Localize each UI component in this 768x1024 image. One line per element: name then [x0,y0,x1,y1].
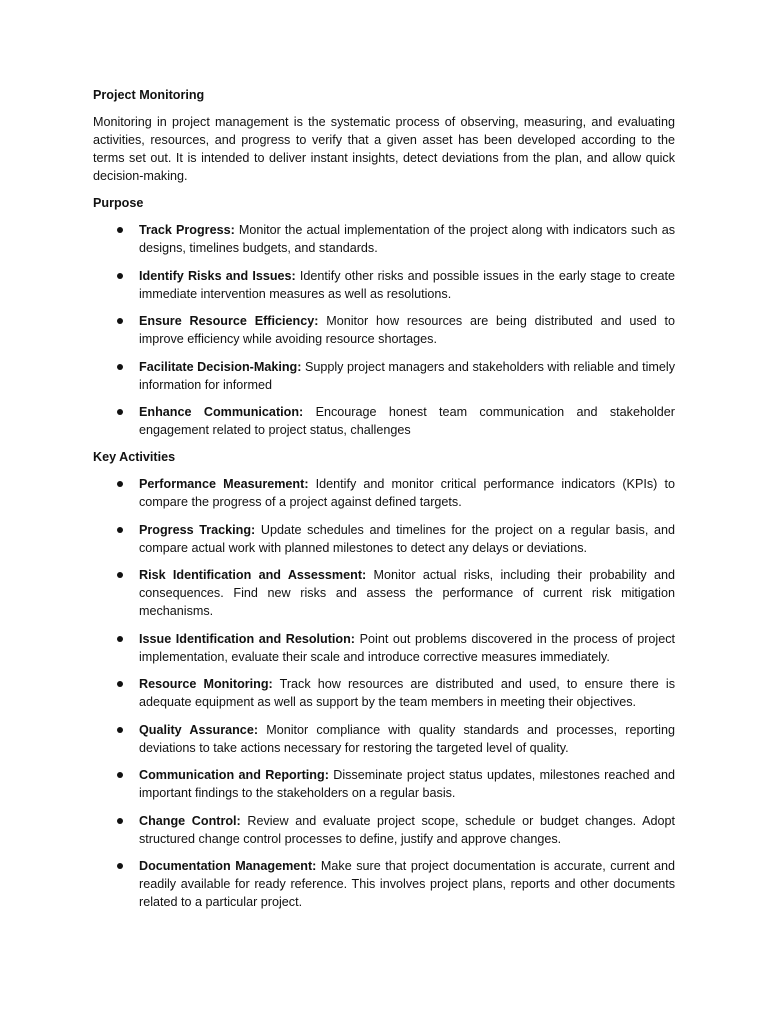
item-term: Identify Risks and Issues: [139,268,296,283]
bullet-icon [117,364,123,370]
list-item [93,358,675,394]
item-term: Issue Identification and Resolution: [139,631,356,646]
bullet-icon [117,772,123,778]
item-text: Identify and monitor critical performance indicators (KPIs) to compare the progress of a project against defined targets. [139,477,675,509]
list-item [93,475,675,511]
bullet-icon [117,863,123,869]
item-term: Change Control: [139,813,241,828]
list-item [93,312,675,348]
list-item [93,403,675,439]
item-term: Enhance Communication: [139,405,304,419]
list-item [93,267,675,303]
list-item [93,721,675,757]
bullet-icon [117,273,123,279]
item-term: Performance Measurement: [139,477,309,491]
item-text: Update schedules and timelines for the project on a regular basis, and compare actual work with planned milestones to detect any delays or deviations. [139,522,676,555]
bullet-icon [117,572,123,578]
item-text: Encourage honest team communication and stakeholder engagement related to project status, challenges [139,405,675,437]
item-term: Risk Identification and Assessment: [139,568,367,582]
bullet-icon [117,318,123,324]
purpose-heading: Purpose [93,196,144,210]
item-term: Progress Tracking: [139,522,256,537]
key-activities-list [93,475,675,911]
item-term: Facilitate Decision-Making: [139,359,302,374]
item-text: Monitor compliance with quality standards and processes, reporting deviations to take actions necessary for restoring the targeted level of quality. [139,722,675,755]
list-item [93,566,675,620]
item-text: Point out problems discovered in the process of project implementation, evaluate their scale and introduce corrective measures immediately. [139,631,676,664]
list-item [93,766,675,802]
item-text: Supply project managers and stakeholders with reliable and timely information for informed [139,359,675,392]
item-text: Monitor actual risks, including their probability and consequences. Find new risks and assess the performance of current risk mitigation mechanisms. [139,568,675,618]
key-activities-heading: Key Activities [93,450,176,464]
item-text: Monitor how resources are being distributed and used to improve efficiency while avoiding resource shortages. [139,314,676,346]
item-text: Monitor the actual implementation of the project along with indicators such as designs, timelines budgets, and standards. [139,223,675,255]
bullet-icon [117,227,123,233]
bullet-icon [117,409,123,415]
item-term: Communication and Reporting: [139,768,329,782]
item-text: Track how resources are distributed and used, to ensure there is adequate equipment as well as support by the team members in meeting their objectives. [139,677,675,709]
document-body [93,86,675,911]
purpose-list [93,221,675,439]
bullet-icon [117,818,123,824]
item-text: Disseminate project status updates, milestones reached and important findings to the stakeholders on a regular basis. [139,768,676,800]
list-item [93,221,675,257]
item-term: Quality Assurance: [139,722,259,737]
bullet-icon [117,527,123,533]
list-item [93,630,675,666]
bullet-icon [117,481,123,487]
item-text: Identify other risks and possible issues in the early stage to create immediate intervention measures as well as resolutions. [139,268,675,301]
bullet-icon [117,681,123,687]
item-text: Make sure that project documentation is accurate, current and readily available for ready reference. This involves project plans, reports and other documents related to a particular project. [139,859,676,909]
item-term: Track Progress: [139,223,235,237]
intro-paragraph: Monitoring in project management is the systematic process of observing, measuring, and evaluating activities, resources, and progress to verify that a given asset has been developed according to the terms set out. It is intended to deliver instant insights, detect deviations from the plan, and allow quick decision-making. [93,115,675,183]
item-text: Review and evaluate project scope, schedule or budget changes. Adopt structured change control processes to define, justify and approve changes. [139,813,675,846]
bullet-icon [117,727,123,733]
page-title: Project Monitoring [93,88,205,102]
list-item [93,521,675,557]
list-item [93,857,675,911]
list-item [93,675,675,711]
list-item [93,812,675,848]
item-term: Ensure Resource Efficiency: [139,314,319,328]
bullet-icon [117,636,123,642]
item-term: Documentation Management: [139,859,317,873]
item-term: Resource Monitoring: [139,677,273,691]
